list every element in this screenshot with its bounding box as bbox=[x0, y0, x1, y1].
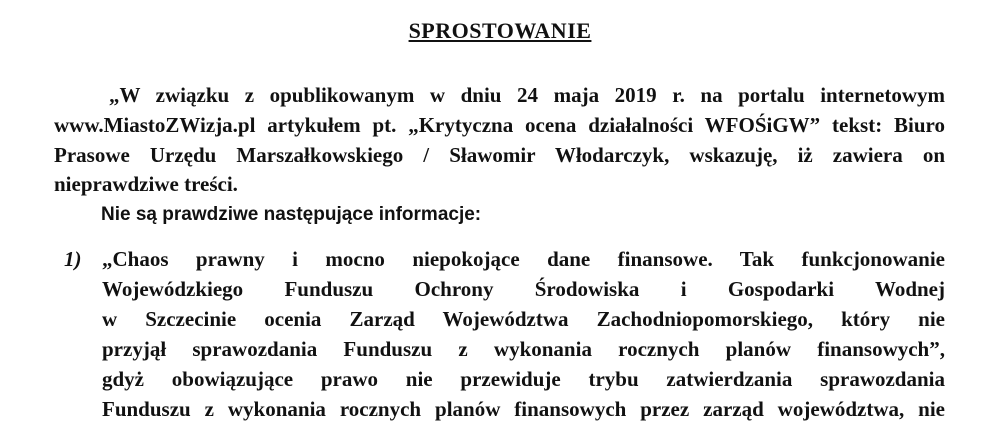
item-1-line-1: „Chaos prawny i mocno niepokojące dane finansowe. Tak funkcjonowanie bbox=[102, 247, 945, 271]
list-item-number: 1) bbox=[64, 247, 82, 271]
item-1-line-4: przyjął sprawozdania Funduszu z wykonania rocznych planów finansowych”, bbox=[102, 337, 945, 361]
item-1-line-2: Wojewódzkiego Funduszu Ochrony Środowiska i Gospodarki Wodnej bbox=[102, 277, 945, 301]
lead-in: Nie są prawdziwe następujące informacje: bbox=[101, 204, 482, 225]
intro-line-1: „W związku z opublikowanym w dniu 24 maja 2019 r. na portalu internetowym bbox=[109, 83, 945, 107]
item-1-line-5: gdyż obowiązujące prawo nie przewiduje trybu zatwierdzania sprawozdania bbox=[102, 367, 945, 391]
intro-line-3: Prasowe Urzędu Marszałkowskiego / Sławomir Włodarczyk, wskazuję, iż zawiera on bbox=[54, 143, 945, 167]
item-1-line-6: Funduszu z wykonania rocznych planów finansowych przez zarząd województwa, nie bbox=[102, 397, 945, 421]
intro-line-2: www.MiastoZWizja.pl artykułem pt. „Krytyczna ocena działalności WFOŚiGW” tekst: Biuro bbox=[54, 113, 945, 137]
intro-line-4: nieprawdziwe treści. bbox=[54, 172, 238, 196]
document-title: SPROSTOWANIE bbox=[408, 18, 592, 43]
item-1-line-3: w Szczecinie ocenia Zarząd Województwa Zachodniopomorskiego, który nie bbox=[102, 307, 945, 331]
